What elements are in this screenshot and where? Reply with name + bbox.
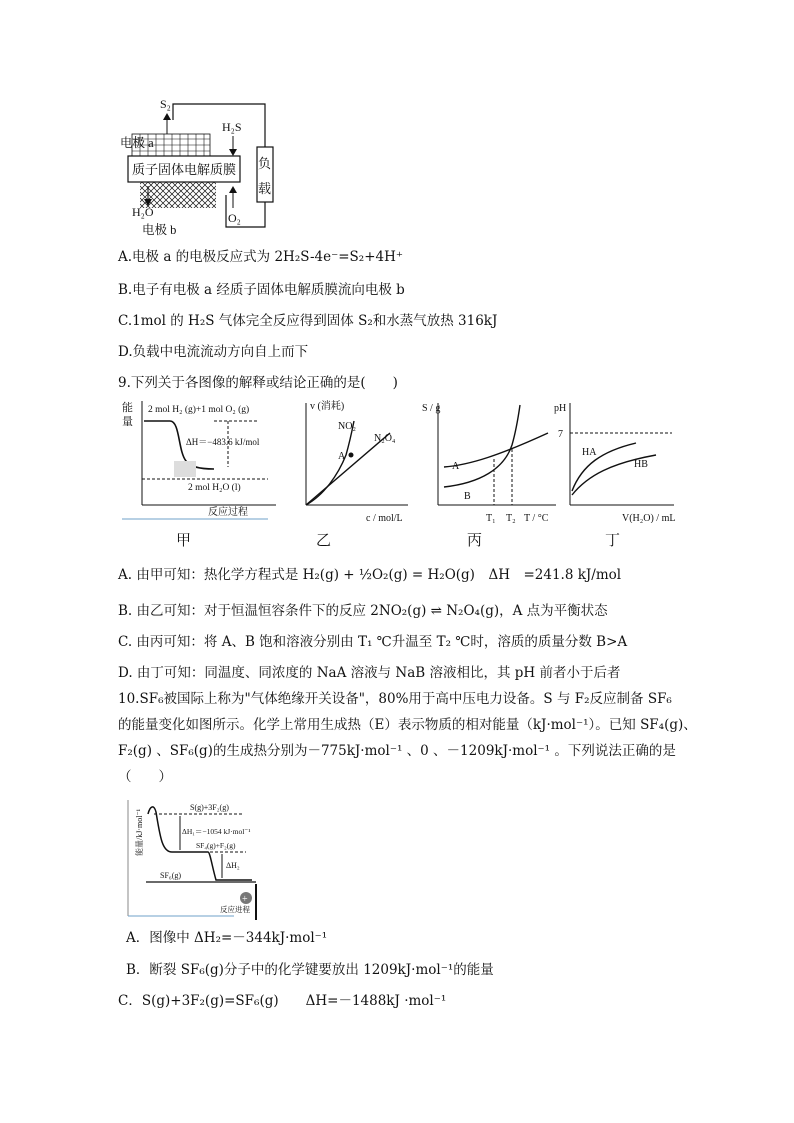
- caption-jia: 甲: [176, 531, 192, 549]
- yi-label-n2o4: N₂O₄: [374, 433, 396, 444]
- q8-option-d: D.负载中电流流动方向自上而下: [118, 344, 309, 360]
- jia-bottom-label: 2 mol H₂O (l): [188, 483, 241, 493]
- sf6-dh2: ΔH₂: [226, 861, 240, 870]
- bing-curve-b: [444, 405, 520, 487]
- caption-bing: 丙: [467, 531, 483, 549]
- label-load-1: 负: [258, 156, 272, 171]
- yi-curve-no2: [306, 421, 354, 505]
- q8-option-b: B.电子有电极 a 经质子固体电解质膜流向电极 b: [118, 282, 405, 298]
- label-electrode-b: 电极 b: [142, 223, 177, 237]
- chart-bing: [420, 395, 560, 523]
- q9-stem: 9.下列关于各图像的解释或结论正确的是( ): [118, 375, 398, 391]
- sf6-top-label: S(g)+3F₂(g): [190, 803, 229, 812]
- jia-top-label: 2 mol H₂ (g)+1 mol O₂ (g): [148, 405, 250, 415]
- ding-ylabel: pH: [554, 403, 567, 414]
- q8-option-c: C.1mol 的 H₂S 气体完全反应得到固体 S₂和水蒸气放热 316kJ: [118, 313, 498, 329]
- q10-option-a: A．图像中 ΔH₂=－344kJ·mol⁻¹: [126, 930, 328, 946]
- q10-option-c: C．S(g)+3F₂(g)=SF₆(g) ΔH=－1488kJ ·mol⁻¹: [118, 993, 447, 1009]
- sf6-mid-label: SF₄(g)+F₂(g): [196, 841, 236, 850]
- caption-yi: 乙: [316, 531, 332, 549]
- yi-label-no2: NO₂: [338, 421, 356, 432]
- jia-xlabel: 反应过程: [208, 507, 248, 518]
- ding-seven: 7: [558, 429, 563, 440]
- q10-stem-line-1: 10.SF₆被国际上称为"气体绝缘开关设备"，80%用于高中压电力设备。S 与 F₂反应制备 SF₆: [118, 691, 672, 707]
- q8-option-a: A.电极 a 的电极反应式为 2H₂S-4e⁻=S₂+4H⁺: [118, 249, 404, 265]
- q10-option-b: B．断裂 SF₆(g)分子中的化学键要放出 1209kJ·mol⁻¹的能量: [126, 962, 494, 978]
- q9-option-a: A. 由甲可知：热化学方程式是 H₂(g) + ½O₂(g) = H₂O(g) ΔH =241.8 kJ/mol: [118, 567, 622, 583]
- jia-y2: 量: [122, 416, 133, 428]
- sf6-bottom-label: SF₆(g): [160, 871, 182, 880]
- label-o2: O₂: [228, 211, 241, 225]
- jia-y1: 能: [122, 402, 133, 414]
- label-electrode-a: 电极 a: [120, 136, 154, 150]
- ding-xlabel: V(H₂O) / mL: [622, 513, 676, 523]
- q9-option-d: D. 由丁可知：同温度、同浓度的 NaA 溶液与 NaB 溶液相比，其 pH 前者小于后者: [118, 665, 621, 681]
- bing-label-b: B: [464, 491, 471, 502]
- sf6-ylabel: 能量/kJ·mol⁻¹: [135, 808, 144, 856]
- s2-arrow: [163, 113, 171, 134]
- ding-label-ha: HA: [582, 447, 597, 458]
- bing-curve-a: [444, 433, 548, 467]
- q9-option-c: C. 由丙可知：将 A、B 饱和溶液分别由 T₁ ℃升温至 T₂ ℃时，溶质的质量分数 B>A: [118, 634, 628, 650]
- chart-ding: [552, 395, 678, 523]
- sf6-energy-diagram: [124, 796, 264, 922]
- svg-text:+: +: [242, 894, 248, 905]
- q10-stem-line-3: F₂(g) 、SF₆(g)的生成热分别为－775kJ·mol⁻¹ 、0 、－1209kJ·mol⁻¹ 。下列说法正确的是: [118, 743, 676, 759]
- yi-ylabel: v (消耗): [310, 401, 345, 412]
- q10-stem-line-2: 的能量变化如图所示。化学上常用生成热（E）表示物质的相对能量（kJ·mol⁻¹）。已知 SF₄(g)、: [118, 717, 697, 733]
- bing-t2: T₂: [506, 513, 516, 523]
- q9-option-b: B. 由乙可知：对于恒温恒容条件下的反应 2NO₂(g) ⇌ N₂O₄(g)，A 点为平衡状态: [118, 603, 608, 619]
- jia-dh: ΔH＝−483.6 kJ/mol: [186, 437, 260, 447]
- h2s-arrow: [229, 136, 237, 156]
- chart-jia: [118, 395, 280, 523]
- bing-t1: T₁: [486, 513, 496, 523]
- q10-stem-line-4: （ ）: [118, 769, 172, 785]
- label-h2o: H₂O: [132, 205, 154, 219]
- sf6-dh1: ΔH₁＝−1054 kJ·mol⁻¹: [182, 827, 251, 836]
- label-s2: S₂: [160, 97, 171, 111]
- bing-label-a: A: [452, 461, 460, 472]
- yi-xlabel: c / mol/L: [366, 513, 403, 523]
- bing-ylabel: S / g: [422, 403, 441, 414]
- o2-arrow: [229, 186, 237, 208]
- sf6-xlabel: 反应进程: [220, 905, 250, 914]
- fuel-cell-diagram: [118, 92, 288, 242]
- ding-label-hb: HB: [634, 459, 648, 470]
- yi-point-a: [349, 453, 354, 458]
- yi-label-a: A: [338, 451, 346, 462]
- caption-ding: 丁: [605, 531, 621, 549]
- chart-yi: [294, 395, 414, 523]
- label-membrane: 质子固体电解质膜: [132, 162, 237, 177]
- label-h2s: H₂S: [222, 120, 242, 134]
- label-load-2: 载: [258, 181, 272, 196]
- bing-xlabel: T / °C: [524, 513, 549, 523]
